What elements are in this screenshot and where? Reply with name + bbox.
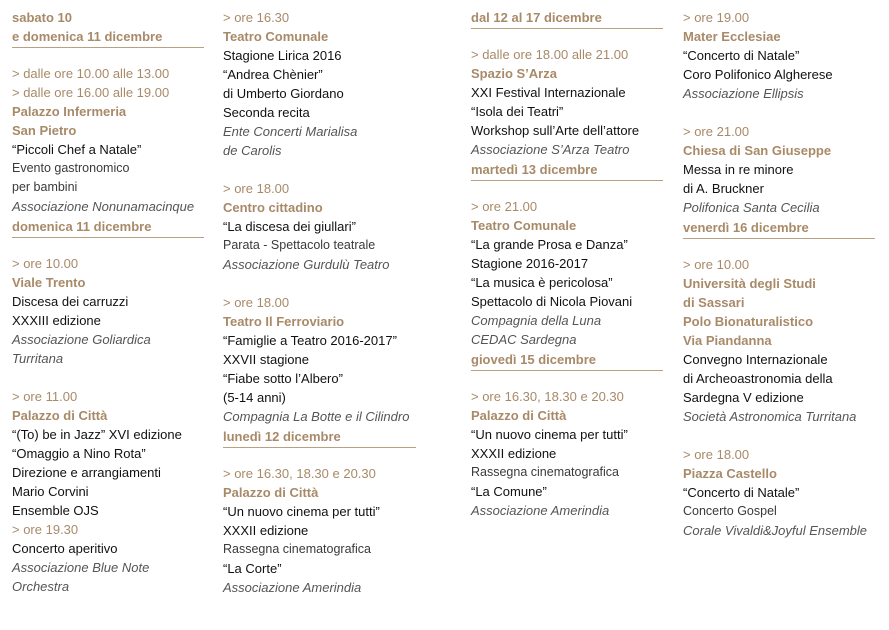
event-time: > ore 16.30, 18.30 e 20.30: [471, 389, 624, 404]
event-time: > ore 10.00: [683, 257, 750, 272]
event-venue: San Pietro: [12, 123, 77, 138]
event-description: Evento gastronomico: [12, 161, 130, 175]
event-time: > ore 11.00: [12, 389, 78, 404]
column-1: [12, 8, 204, 596]
event-season: Stagione 2016-2017: [471, 256, 589, 271]
event-time: > dalle ore 16.00 alle 19.00: [12, 85, 170, 100]
event-venue: Teatro Il Ferroviario: [223, 314, 345, 329]
event-title: Messa in re minore: [683, 162, 794, 177]
event-subtitle: “Andrea Chènier”: [223, 67, 323, 82]
event-description: Parata - Spettacolo teatrale: [223, 238, 376, 252]
event-organizer: Polifonica Santa Cecilia: [683, 200, 820, 215]
divider: [471, 28, 663, 29]
event-description: per bambini: [12, 180, 78, 194]
event-venue: di Sassari: [683, 295, 745, 310]
event-detail: Mario Corvini: [12, 484, 89, 499]
event-title: Discesa dei carruzzi: [12, 294, 129, 309]
event-venue: Palazzo di Città: [12, 408, 108, 423]
event-organizer: Associazione Nonunamacinque: [12, 199, 195, 214]
day-heading: giovedì 15 dicembre: [471, 352, 596, 367]
event-famiglie-a-teatro: [223, 293, 416, 426]
event-title: “La discesa dei giullari”: [223, 219, 356, 234]
event-time: > dalle ore 10.00 alle 13.00: [12, 66, 170, 81]
event-title: Stagione Lirica 2016: [223, 48, 342, 63]
event-venue: Chiesa di San Giuseppe: [683, 143, 832, 158]
event-nuovo-cinema-comune: [471, 387, 663, 520]
event-title: Sardegna V edizione: [683, 390, 804, 405]
event-venue: Palazzo Infermeria: [12, 104, 127, 119]
day-heading: dal 12 al 17 dicembre: [471, 10, 602, 25]
event-venue: Teatro Comunale: [471, 218, 577, 233]
event-concerto-natale-ecclesiae: [683, 8, 875, 103]
event-edition: XXXII edizione: [471, 446, 557, 461]
event-description: Concerto Gospel: [683, 504, 777, 518]
event-title: Convegno Internazionale: [683, 352, 828, 367]
column-3: [471, 8, 663, 520]
event-performer: Coro Polifonico Algherese: [683, 67, 833, 82]
column-4: [683, 8, 875, 540]
column-2: [223, 8, 416, 597]
divider: [12, 237, 204, 238]
event-concerto-natale-castello: [683, 445, 875, 540]
event-subtitle: “Fiabe sotto l’Albero”: [223, 371, 343, 386]
event-time: > ore 21.00: [683, 124, 750, 139]
event-time: > ore 18.00: [223, 295, 290, 310]
event-description: Rassegna cinematografica: [223, 542, 371, 556]
divider: [471, 180, 663, 181]
event-be-in-jazz: [12, 387, 204, 520]
event-piccoli-chef: [12, 64, 204, 216]
event-organizer: Associazione Goliardica: [12, 332, 151, 347]
event-subtitle: “La musica è pericolosa”: [471, 275, 613, 290]
event-title: “Piccoli Chef a Natale”: [12, 142, 142, 157]
event-detail: Spettacolo di Nicola Piovani: [471, 294, 633, 309]
event-venue: Viale Trento: [12, 275, 86, 290]
event-venue: Piazza Castello: [683, 466, 777, 481]
event-time: > ore 16.30, 18.30 e 20.30: [223, 466, 376, 481]
event-venue: Centro cittadino: [223, 200, 323, 215]
event-title: “Un nuovo cinema per tutti”: [471, 427, 628, 442]
event-venue: Università degli Studi: [683, 276, 816, 291]
event-subtitle: “Isola dei Teatri”: [471, 104, 564, 119]
event-title: Concerto aperitivo: [12, 541, 118, 556]
event-subtitle: “La Comune”: [471, 484, 547, 499]
event-detail: Seconda recita: [223, 105, 310, 120]
event-discesa-giullari: [223, 179, 416, 274]
event-venue: Mater Ecclesiae: [683, 29, 781, 44]
event-convegno-archeoastronomia: [683, 255, 875, 426]
event-description: Rassegna cinematografica: [471, 465, 619, 479]
event-title: “La grande Prosa e Danza”: [471, 237, 628, 252]
event-edition: XXVII stagione: [223, 352, 309, 367]
event-title: XXI Festival Internazionale: [471, 85, 626, 100]
event-title: “(To) be in Jazz” XVI edizione: [12, 427, 182, 442]
event-time: > dalle ore 18.00 alle 21.00: [471, 47, 629, 62]
event-title: “Famiglie a Teatro 2016-2017”: [223, 333, 397, 348]
day-heading: sabato 10: [12, 10, 72, 25]
event-organizer: Associazione S’Arza Teatro: [471, 142, 630, 157]
divider: [471, 370, 663, 371]
event-organizer: Compagnia La Botte e il Cilindro: [223, 409, 410, 424]
day-heading: domenica 11 dicembre: [12, 219, 152, 234]
event-time: > ore 18.00: [223, 181, 290, 196]
event-venue: Palazzo di Città: [471, 408, 567, 423]
event-grande-prosa: [471, 197, 663, 349]
divider: [683, 238, 875, 239]
event-composer: di A. Bruckner: [683, 181, 764, 196]
event-organizer: Turritana: [12, 351, 64, 366]
event-detail: di Umberto Giordano: [223, 86, 344, 101]
event-detail: Workshop sull’Arte dell’attore: [471, 123, 640, 138]
event-time: > ore 10.00: [12, 256, 79, 271]
day-heading: venerdì 16 dicembre: [683, 220, 809, 235]
event-edition: XXXII edizione: [223, 523, 309, 538]
event-title: “Un nuovo cinema per tutti”: [223, 504, 380, 519]
event-detail: Ensemble OJS: [12, 503, 99, 518]
event-venue: Via Piandanna: [683, 333, 772, 348]
event-edition: XXXIII edizione: [12, 313, 101, 328]
event-organizer: Società Astronomica Turritana: [683, 409, 857, 424]
event-venue: Spazio S’Arza: [471, 66, 557, 81]
event-organizer: CEDAC Sardegna: [471, 332, 577, 347]
event-title: “Concerto di Natale”: [683, 48, 800, 63]
event-subtitle: “La Corte”: [223, 561, 282, 576]
divider: [223, 447, 416, 448]
event-organizer: Associazione Gurdulù Teatro: [223, 257, 390, 272]
event-title: di Archeoastronomia della: [683, 371, 833, 386]
event-time: > ore 19.00: [683, 10, 750, 25]
event-organizer: Orchestra: [12, 579, 70, 594]
event-organizer: Associazione Amerindia: [471, 503, 610, 518]
event-time: > ore 16.30: [223, 10, 290, 25]
event-andrea-chenier: [223, 8, 416, 160]
event-isola-dei-teatri: [471, 45, 663, 159]
event-organizer: Compagnia della Luna: [471, 313, 602, 328]
event-venue: Teatro Comunale: [223, 29, 329, 44]
event-concerto-aperitivo: [12, 520, 204, 596]
event-organizer: Ente Concerti Marialisa: [223, 124, 358, 139]
event-time: > ore 18.00: [683, 447, 750, 462]
day-heading: e domenica 11 dicembre: [12, 29, 163, 44]
event-time: > ore 21.00: [471, 199, 538, 214]
event-title: “Concerto di Natale”: [683, 485, 800, 500]
day-heading: martedì 13 dicembre: [471, 162, 598, 177]
event-organizer: Associazione Ellipsis: [683, 86, 804, 101]
event-organizer: Corale Vivaldi&Joyful Ensemble: [683, 523, 868, 538]
event-organizer: Associazione Blue Note: [12, 560, 150, 575]
event-messa-re-minore: [683, 122, 875, 217]
divider: [12, 47, 204, 48]
event-venue: Palazzo di Città: [223, 485, 319, 500]
event-organizer: Associazione Amerindia: [223, 580, 362, 595]
event-detail: Direzione e arrangiamenti: [12, 465, 161, 480]
event-nuovo-cinema-corte: [223, 464, 416, 597]
event-age-range: (5-14 anni): [223, 390, 286, 405]
day-heading: lunedì 12 dicembre: [223, 429, 341, 444]
event-subtitle: “Omaggio a Nino Rota”: [12, 446, 146, 461]
event-discesa-carruzzi: [12, 254, 204, 368]
event-venue: Polo Bionaturalistico: [683, 314, 814, 329]
event-time: > ore 19.30: [12, 522, 79, 537]
event-organizer: de Carolis: [223, 143, 282, 158]
